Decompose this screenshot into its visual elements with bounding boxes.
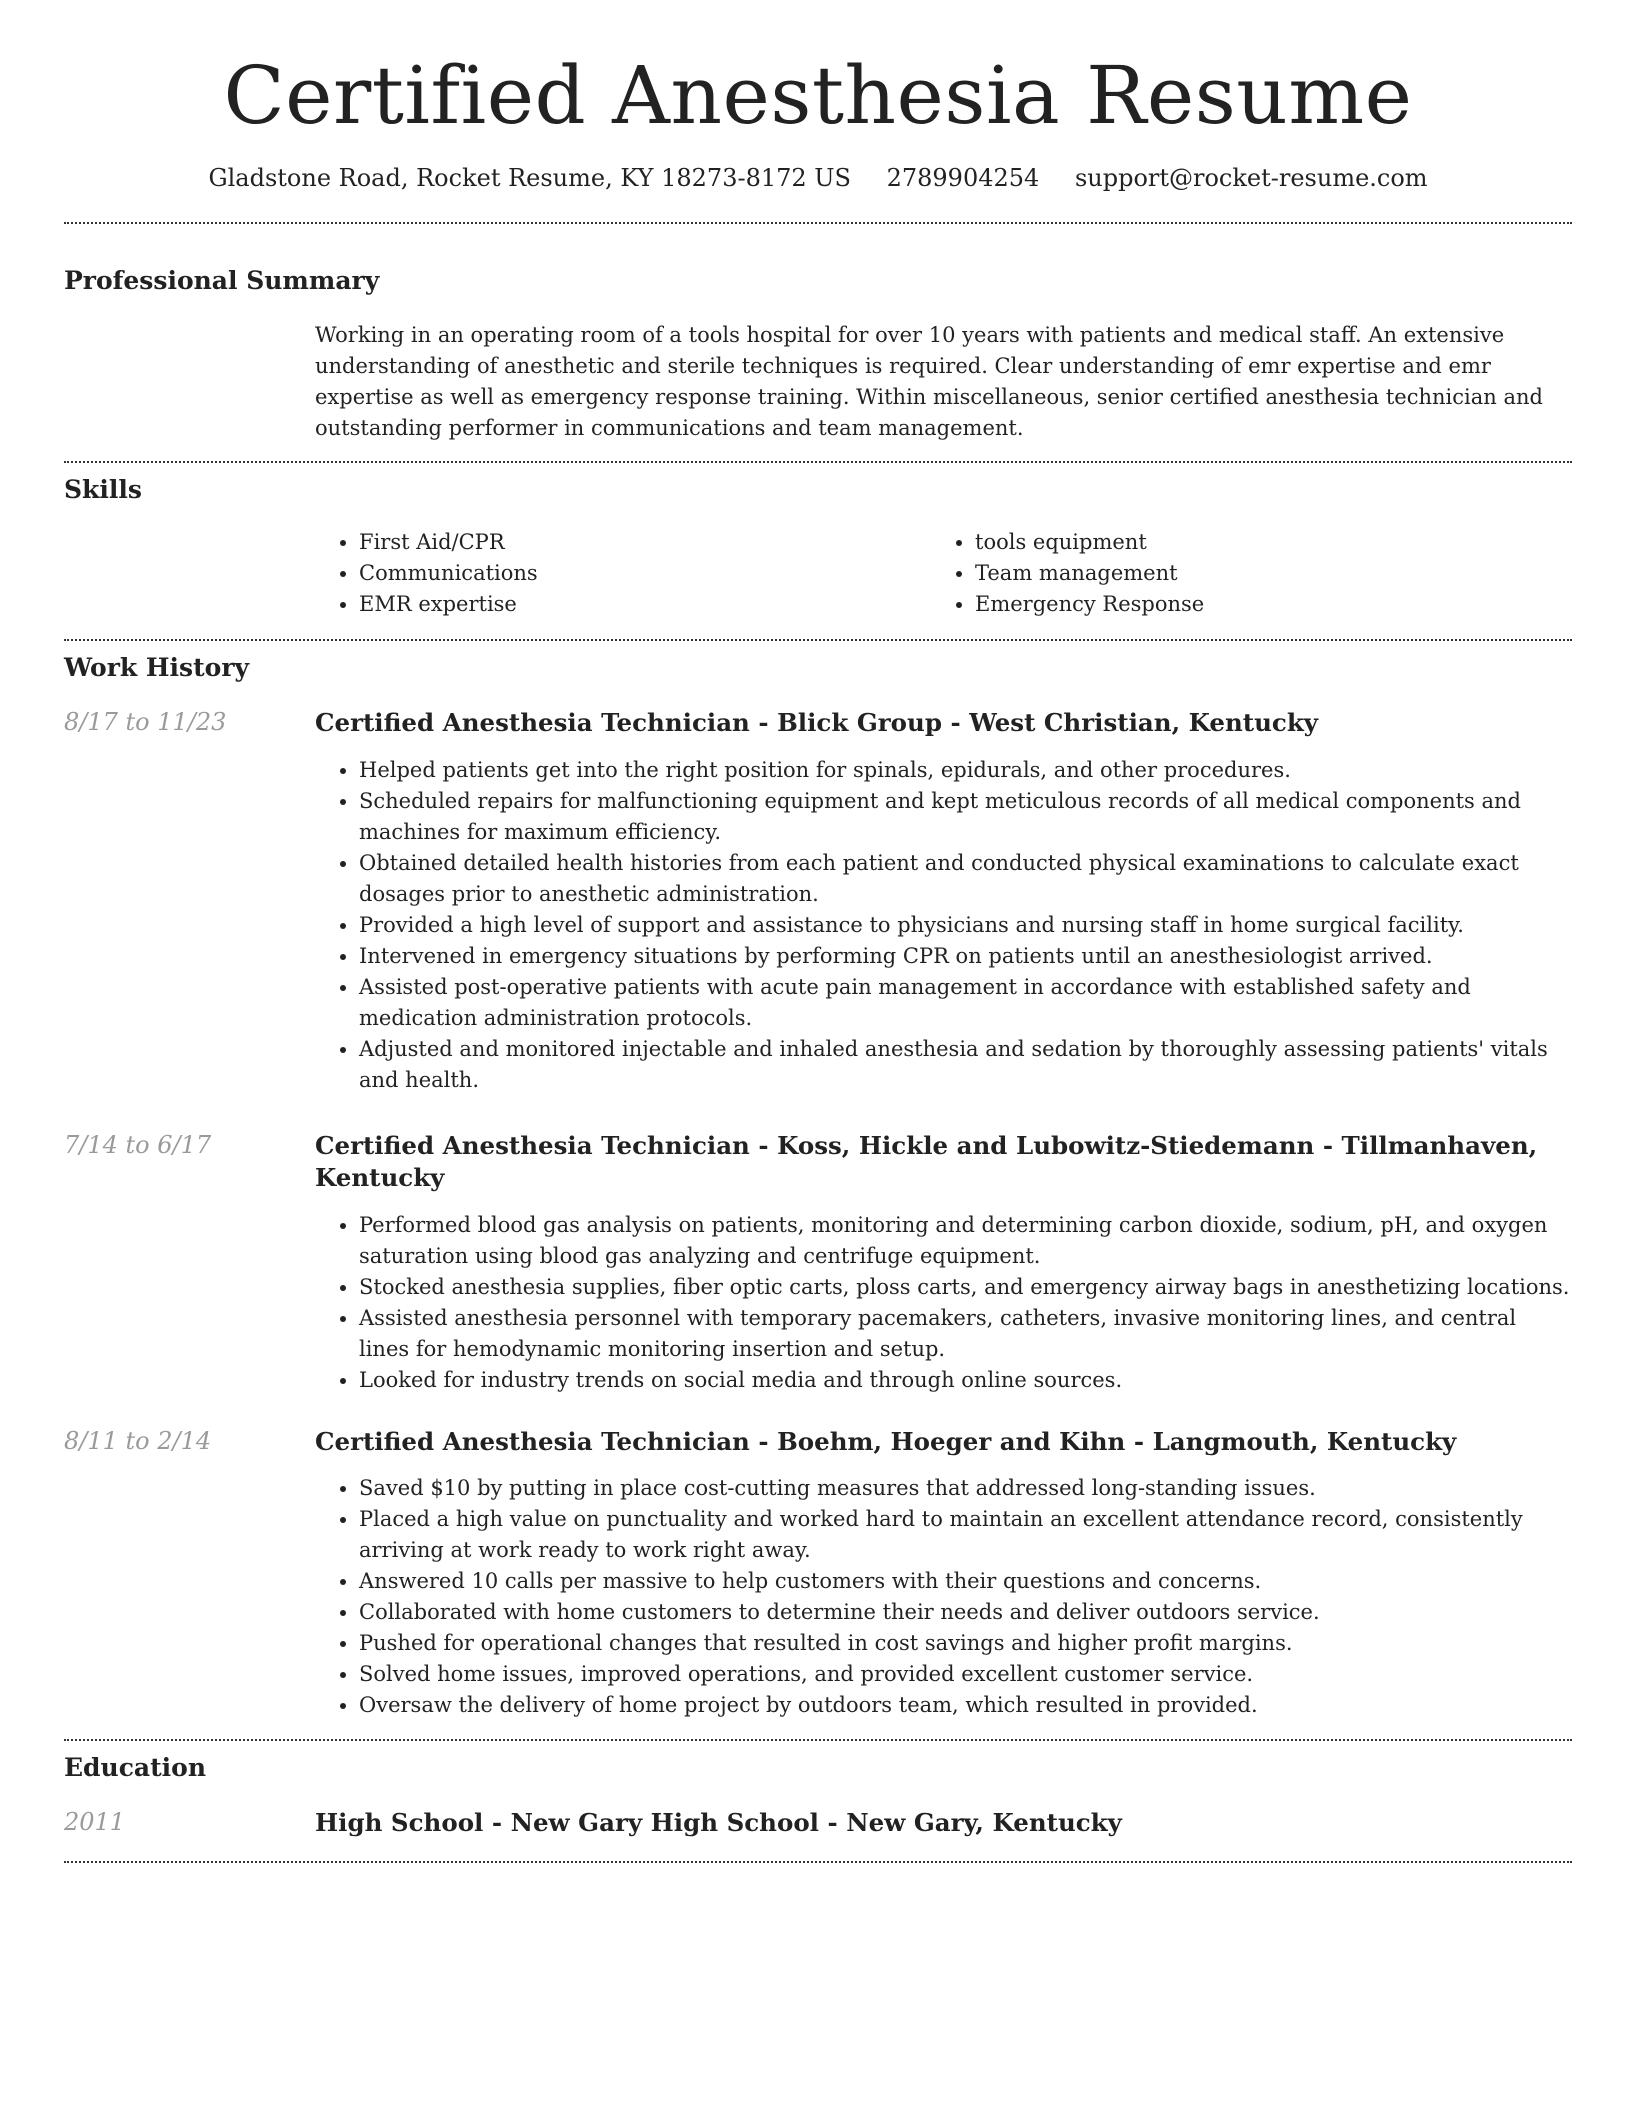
- job-bullet: • Answered 10 calls per massive to help customers with their questions and concerns.: [359, 1566, 1572, 1597]
- summary-section: [64, 266, 1572, 444]
- job-bullet: • Intervened in emergency situations by performing CPR on patients until an anesthesiologist arrived.: [359, 941, 1572, 972]
- divider: [64, 461, 1572, 463]
- job-bullets: [315, 1473, 1572, 1721]
- job-bullet: • Placed a high value on punctuality and worked hard to maintain an excellent attendance record, consistently arriving at work ready to work right away.: [359, 1504, 1572, 1566]
- job-bullet: • Adjusted and monitored injectable and inhaled anesthesia and sedation by thoroughly assessing patients' vitals and health.: [359, 1034, 1572, 1096]
- job-dates: 8/17 to 11/23: [64, 708, 227, 736]
- skill-item: • Emergency Response: [975, 589, 1547, 620]
- job-bullet: • Solved home issues, improved operations, and provided excellent customer service.: [359, 1659, 1572, 1690]
- education-heading: Education: [64, 1753, 207, 1783]
- education-title: High School - New Gary High School - New Gary, Kentucky: [315, 1808, 1122, 1838]
- summary-heading: Professional Summary: [64, 266, 380, 295]
- skills-list-right: [931, 527, 1547, 620]
- job-bullet: • Performed blood gas analysis on patients, monitoring and determining carbon dioxide, sodium, pH, and oxygen saturation using blood gas analyzing and centrifuge equipment.: [359, 1210, 1572, 1272]
- job-dates: 8/11 to 2/14: [64, 1426, 212, 1455]
- contact-phone: 2789904254: [886, 164, 1040, 192]
- job-title: Certified Anesthesia Technician - Blick Group - West Christian, Kentucky: [315, 708, 1319, 737]
- job-entry: [64, 1426, 1572, 1722]
- resume-title: Certified Anesthesia Resume: [223, 49, 1413, 142]
- job-bullet: • Helped patients get into the right position for spinals, epidurals, and other procedures.: [359, 755, 1572, 786]
- skill-item: • Team management: [975, 558, 1547, 589]
- contact-address: Gladstone Road, Rocket Resume, KY 18273-8172 US: [208, 164, 851, 192]
- education-section: [64, 1753, 1572, 1839]
- contact-line: [64, 164, 1572, 192]
- divider: [64, 639, 1572, 641]
- education-year: 2011: [64, 1808, 126, 1837]
- skills-section: [64, 475, 1572, 620]
- job-bullet: • Scheduled repairs for malfunctioning equipment and kept meticulous records of all medical components and machines for maximum efficiency.: [359, 786, 1572, 848]
- skills-heading: Skills: [64, 475, 142, 504]
- job-bullets: [315, 1210, 1572, 1396]
- skill-item: • First Aid/CPR: [359, 527, 931, 558]
- job-bullet: • Looked for industry trends on social media and through online sources.: [359, 1365, 1572, 1396]
- job-bullet: • Assisted post-operative patients with acute pain management in accordance with established safety and medication administration protocols.: [359, 972, 1572, 1034]
- job-bullets: [315, 755, 1572, 1096]
- skill-item: • Communications: [359, 558, 931, 589]
- education-entry: [64, 1807, 1572, 1839]
- work-heading: Work History: [64, 653, 250, 682]
- job-bullet: • Stocked anesthesia supplies, fiber optic carts, ploss carts, and emergency airway bags in anesthetizing locations.: [359, 1272, 1572, 1303]
- job-bullet: • Obtained detailed health histories from each patient and conducted physical examinations to calculate exact dosages prior to anesthetic administration.: [359, 848, 1572, 910]
- resume-page: [64, 0, 1572, 1863]
- skill-item: • tools equipment: [975, 527, 1547, 558]
- job-dates: 7/14 to 6/17: [64, 1130, 212, 1159]
- job-entry: [64, 707, 1572, 1096]
- job-bullet: • Assisted anesthesia personnel with temporary pacemakers, catheters, invasive monitoring lines, and central lines for hemodynamic monitoring insertion and setup.: [359, 1303, 1572, 1365]
- job-bullet: • Oversaw the delivery of home project by outdoors team, which resulted in provided.: [359, 1690, 1572, 1721]
- work-section: [64, 653, 1572, 1721]
- contact-email: support@rocket-resume.com: [1074, 164, 1428, 192]
- job-entry: [64, 1130, 1572, 1396]
- job-bullet: • Provided a high level of support and assistance to physicians and nursing staff in home surgical facility.: [359, 910, 1572, 941]
- divider: [64, 1861, 1572, 1863]
- job-bullet: • Pushed for operational changes that resulted in cost savings and higher profit margins.: [359, 1628, 1572, 1659]
- divider: [64, 222, 1572, 224]
- summary-text: Working in an operating room of a tools hospital for over 10 years with patients and medical staff. An extensive understanding of anesthetic and sterile techniques is required. Clear understanding of emr expertise and emr expertise as well as emergency response training. Within miscellaneous, senior certified anesthesia technician and outstanding performer in communications and team management.: [315, 323, 1543, 440]
- divider: [64, 1739, 1572, 1741]
- job-bullet: • Collaborated with home customers to determine their needs and deliver outdoors service.: [359, 1597, 1572, 1628]
- skill-item: • EMR expertise: [359, 589, 931, 620]
- job-title: Certified Anesthesia Technician - Koss, Hickle and Lubowitz-Stiedemann - Tillmanhaven, Kentucky: [315, 1130, 1538, 1192]
- job-title: Certified Anesthesia Technician - Boehm, Hoeger and Kihn - Langmouth, Kentucky: [315, 1426, 1457, 1456]
- job-bullet: • Saved $10 by putting in place cost-cutting measures that addressed long-standing issues.: [359, 1473, 1572, 1504]
- skills-list-left: [315, 527, 931, 620]
